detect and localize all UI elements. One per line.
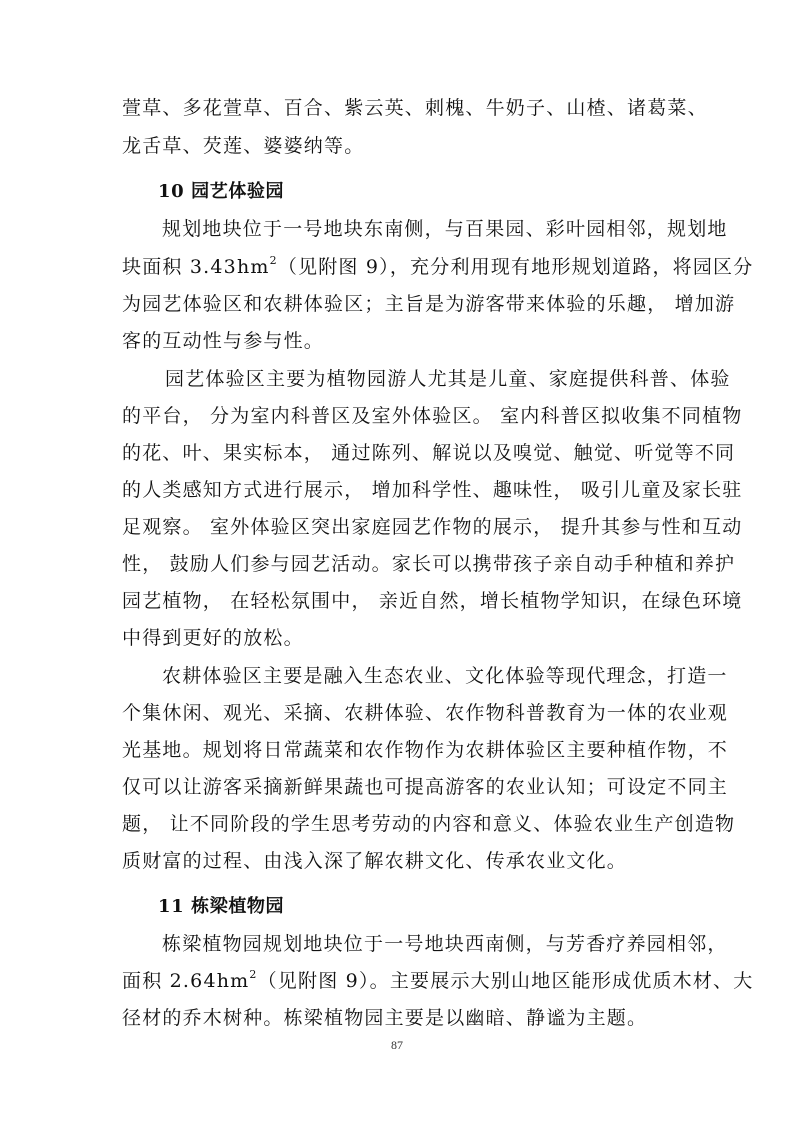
text-span: （见附图 9），充分利用现有地形规划道路，将园区分 xyxy=(277,256,754,278)
text-line: 光基地。规划将日常蔬菜和农作物作为农耕体验区主要种植作物，不 xyxy=(122,739,729,761)
text-line: 的人类感知方式进行展示， 增加科学性、趣味性， 吸引儿童及家长驻 xyxy=(122,479,743,501)
text-line: 栋梁植物园规划地块位于一号地块西南侧，与芳香疗养园相邻， xyxy=(162,933,728,955)
text-line: 质财富的过程、由浅入深了解农耕文化、传承农业文化。 xyxy=(122,850,628,872)
text-line: 园艺体验区主要为植物园游人尤其是儿童、家庭提供科普、体验 xyxy=(165,368,731,390)
text-line: 题， 让不同阶段的学生思考劳动的内容和意义、体验农业生产创造物 xyxy=(122,813,736,835)
section-heading-10: 10 园艺体验园 xyxy=(158,181,285,202)
text-line: 径材的乔木树种。栋梁植物园主要是以幽暗、静谧为主题。 xyxy=(122,1007,648,1029)
text-line: 中得到更好的放松。 xyxy=(122,627,304,649)
text-line: 规划地块位于一号地块东南侧，与百果园、彩叶园相邻，规划地 xyxy=(162,218,728,240)
text-line: 萱草、多花萱草、百合、紫云英、刺槐、牛奶子、山楂、诸葛菜、 xyxy=(122,97,708,119)
superscript: 2 xyxy=(269,253,278,267)
text-line: 足观察。 室外体验区突出家庭园艺作物的展示， 提升其参与性和互动 xyxy=(122,516,743,538)
text-line: 的平台， 分为室内科普区及室外体验区。 室内科普区拟收集不同植物 xyxy=(122,405,743,427)
text-line: 为园艺体验区和农耕体验区；主旨是为游客带来体验的乐趣， 增加游 xyxy=(122,293,736,315)
text-line: 农耕体验区主要是融入生态农业、文化体验等现代理念，打造一 xyxy=(162,665,728,687)
text-line xyxy=(122,969,753,993)
text-line: 龙舌草、芡莲、婆婆纳等。 xyxy=(122,135,365,157)
superscript: 2 xyxy=(249,967,258,981)
text-line: 的花、叶、果实标本， 通过陈列、解说以及嗅觉、触觉、听觉等不同 xyxy=(122,442,736,464)
text-line: 个集休闲、观光、采摘、农耕体验、农作物科普教育为一体的农业观 xyxy=(122,702,729,724)
text-span: （见附图 9）。主要展示大别山地区能形成优质木材、大 xyxy=(257,970,754,992)
text-line: 客的互动性与参与性。 xyxy=(122,330,325,352)
text-span: 面积 2.64hm xyxy=(122,970,250,992)
text-line: 性， 鼓励人们参与园艺活动。家长可以携带孩子亲自动手种植和养护 xyxy=(122,553,736,575)
text-span: 块面积 3.43hm xyxy=(122,256,270,278)
page-number: 87 xyxy=(391,1038,403,1052)
text-line: 仅可以让游客采摘新鲜果蔬也可提高游客的农业认知；可设定不同主 xyxy=(122,776,729,798)
text-line: 园艺植物， 在轻松氛围中， 亲近自然，增长植物学知识，在绿色环境 xyxy=(122,590,743,612)
text-line xyxy=(122,255,753,279)
section-heading-11: 11 栋梁植物园 xyxy=(158,896,285,917)
